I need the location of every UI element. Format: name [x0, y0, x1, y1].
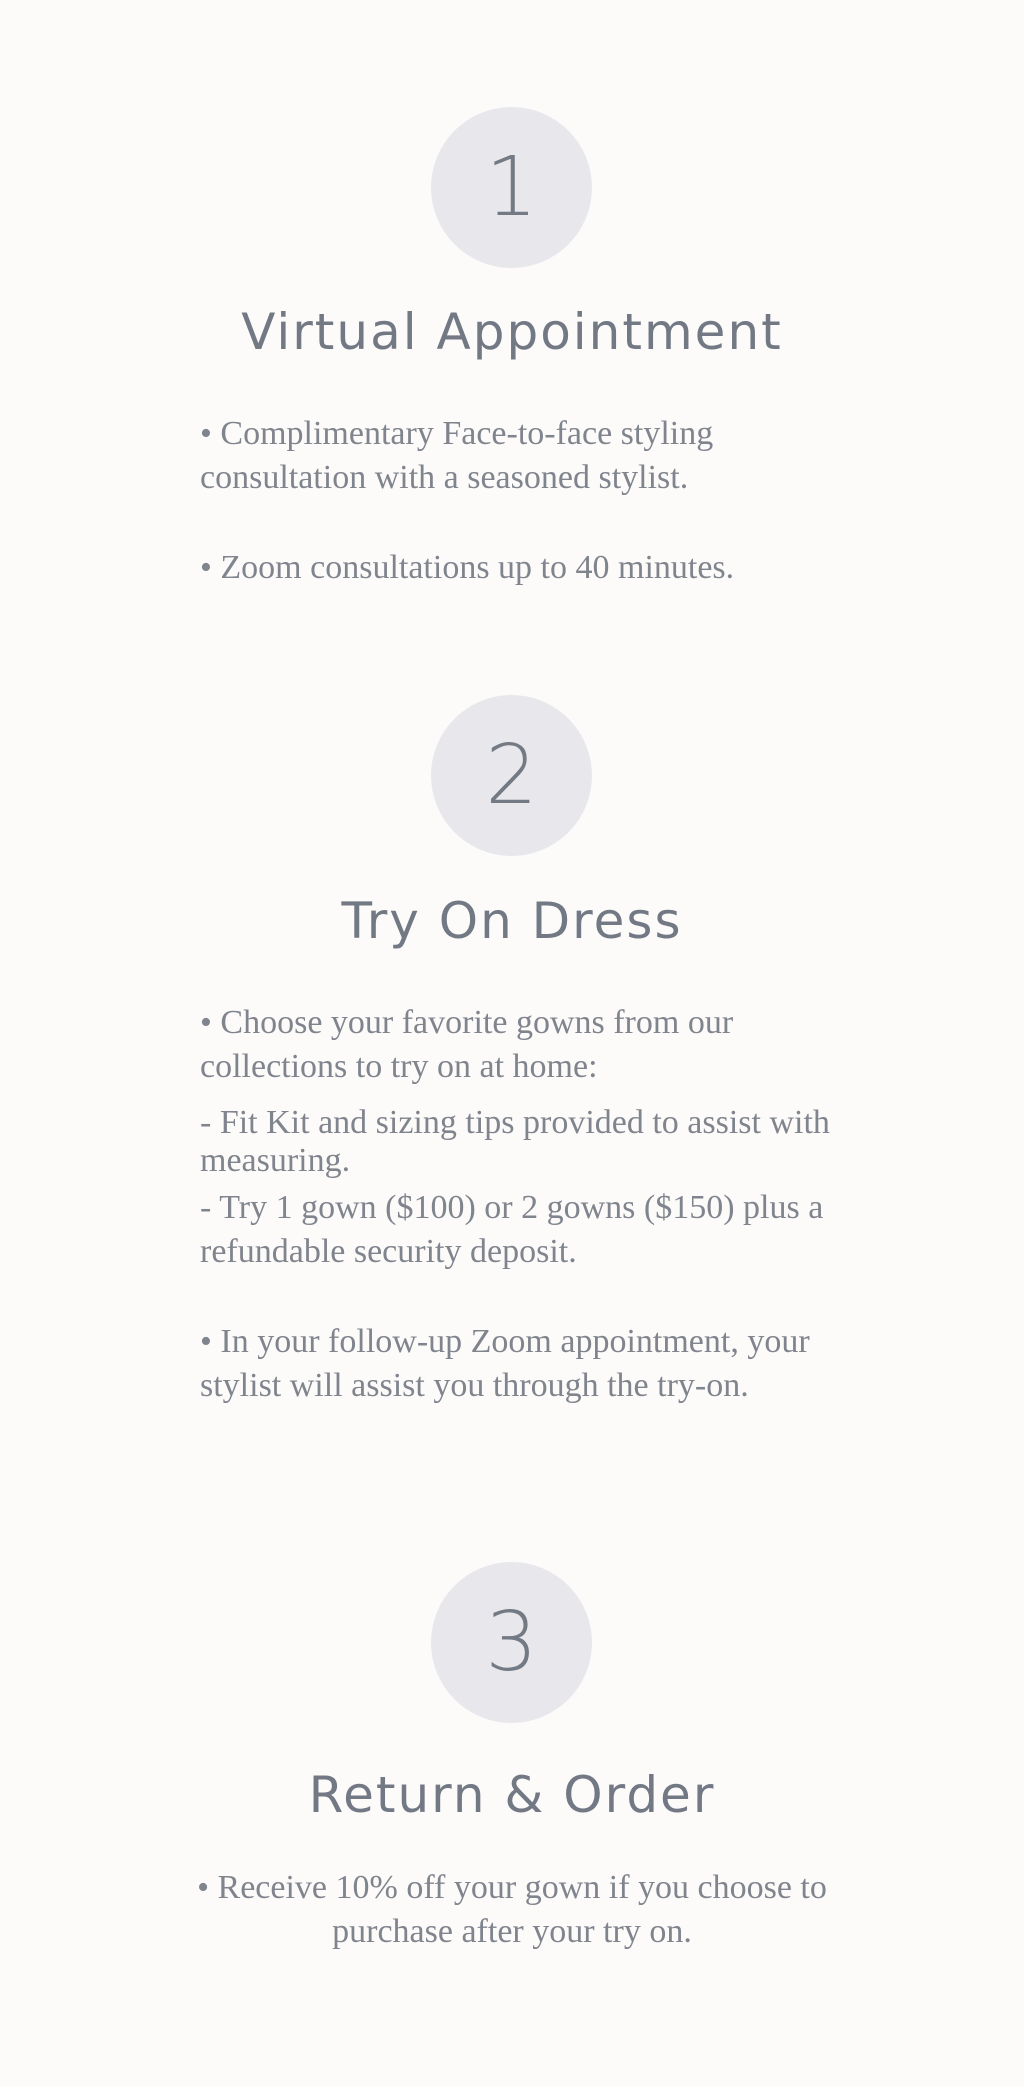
step-paragraph: • In your follow-up Zoom appointment, your stylist will assist you through the try-on. [200, 1323, 810, 1404]
step-paragraph: - Try 1 gown ($100) or 2 gowns ($150) plus a refundable security deposit. [200, 1189, 824, 1270]
step-paragraph: - Fit Kit and sizing tips provided to assist with measuring. [200, 1104, 830, 1179]
step-paragraph: • Zoom consultations up to 40 minutes. [200, 549, 735, 586]
step-number: 3 [485, 1594, 538, 1690]
step-title: Virtual Appointment [241, 303, 783, 361]
step-title: Try On Dress [341, 892, 683, 950]
step-number: 1 [485, 139, 538, 235]
step-number-circle [431, 1562, 592, 1723]
step-paragraph: • Choose your favorite gowns from our collections to try on at home: [200, 1004, 734, 1085]
step-paragraph: • Receive 10% off your gown if you choose to purchase after your try on. [197, 1869, 827, 1950]
step-paragraph: • Complimentary Face-to-face styling consultation with a seasoned stylist. [200, 415, 714, 496]
step-number: 2 [485, 727, 538, 823]
step-title: Return & Order [308, 1766, 716, 1824]
